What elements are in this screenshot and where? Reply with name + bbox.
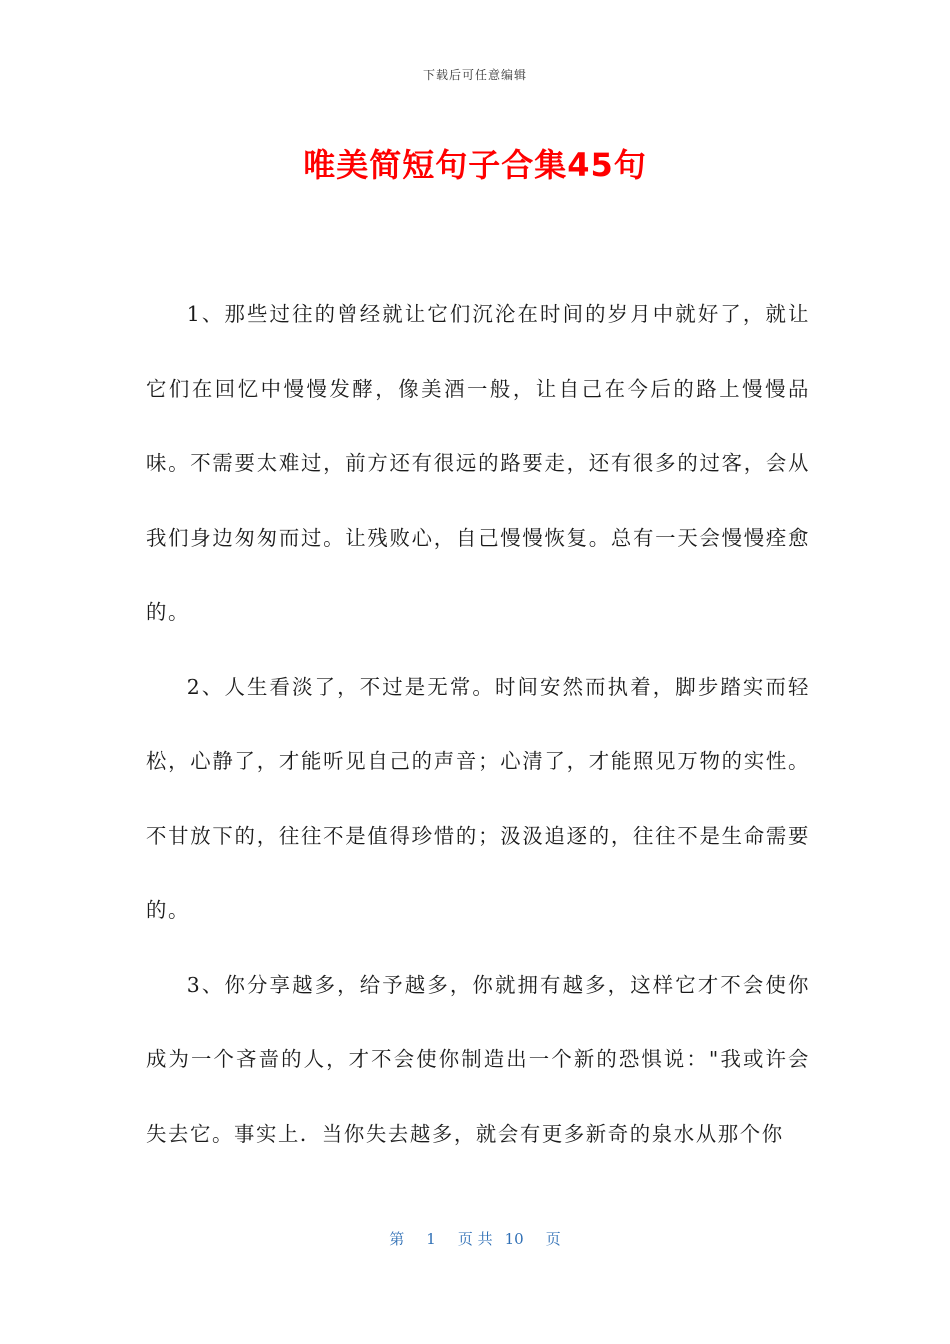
page-footer bbox=[0, 1228, 950, 1249]
paragraph-1: 1、那些过往的曾经就让它们沉沦在时间的岁月中就好了，就让它们在回忆中慢慢发酵，像美酒一般，让自己在今后的路上慢慢品味。不需要太难过，前方还有很远的路要走，还有很多的过客，会从我们身边匆匆而过。让残败心，自己慢慢恢复。总有一天会慢慢痊愈的。 bbox=[146, 302, 810, 624]
document-title: 唯美简短句子合集45句 bbox=[303, 146, 647, 184]
footer-prefix: 第 bbox=[389, 1230, 405, 1248]
footer-middle: 页 共 bbox=[457, 1230, 493, 1248]
document-body bbox=[146, 277, 810, 1171]
header-note: 下载后可任意编辑 bbox=[422, 68, 527, 82]
footer-suffix: 页 bbox=[545, 1230, 561, 1248]
paragraph-2: 2、人生看淡了，不过是无常。时间安然而执着，脚步踏实而轻松，心静了，才能听见自己的声音；心清了，才能照见万物的实性。不甘放下的，往往不是值得珍惜的；汲汲追逐的，往往不是生命需要的。 bbox=[146, 674, 810, 922]
footer-current-page: 1 bbox=[426, 1230, 436, 1248]
paragraph-3: 3、你分享越多，给予越多，你就拥有越多，这样它才不会使你成为一个吝啬的人，才不会使你制造出一个新的恐惧说："我或许会失去它。事实上．当你失去越多，就会有更多新奇的泉水从那个你 bbox=[146, 972, 810, 1146]
footer-total-pages: 10 bbox=[504, 1230, 524, 1248]
